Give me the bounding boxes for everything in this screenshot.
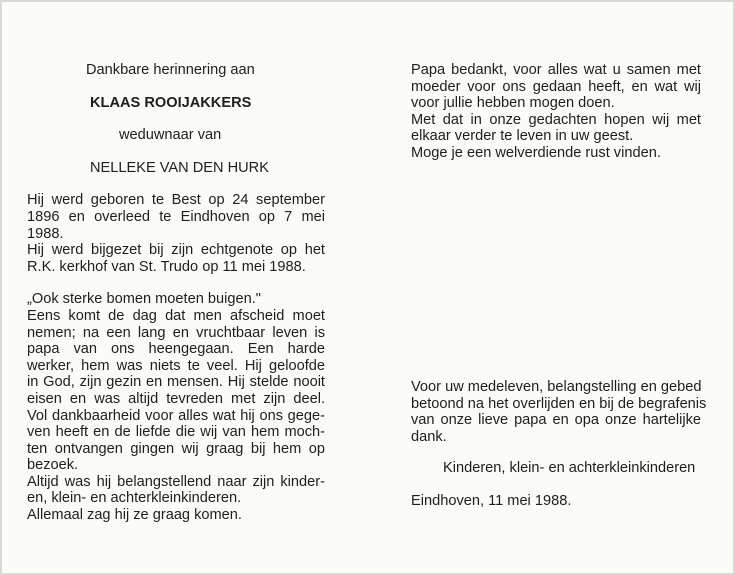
dedication-heading: Dankbare herinnering aan (86, 62, 255, 78)
text-line: 1896 en overleed te Eindhoven op 7 mei (27, 208, 325, 225)
family-signature: Kinderen, klein- en achterkleinkinderen (443, 460, 696, 476)
text-line: werker, hem was niets te veel. Hij geloofde (27, 357, 325, 374)
text-line: Moge je een welverdiende rust vinden. (411, 144, 661, 161)
text-line: Met dat in onze gedachten hopen wij met (411, 111, 701, 128)
text-line: papa van ons heengegaan. Een harde (27, 341, 325, 358)
text-line: Hij werd bijgezet bij zijn echtgenote op het (27, 242, 325, 259)
text-line: Vol dankbaarheid voor alles wat hij ons gege- (27, 407, 325, 424)
text-line: elkaar verder te leven in uw geest. (411, 128, 634, 145)
text-line: ten ontvangen gingen wij graag bij hem op (27, 440, 325, 457)
text-line: dank. (411, 428, 447, 445)
thanks-paragraph (411, 379, 707, 445)
text-line: Papa bedankt, voor alles wat u samen met (411, 62, 701, 78)
quote-line: „Ook sterke bomen moeten buigen." (27, 291, 261, 308)
text-line: en, klein- en achterkleinkinderen. (27, 490, 242, 507)
spouse-name: NELLEKE VAN DEN HURK (90, 159, 269, 176)
card-edge-left (0, 0, 2, 575)
text-line: Altijd was hij belangstellend naar zijn kinder- (27, 473, 325, 490)
text-line: van onze lieve papa en opa onze hartelijke (411, 412, 701, 429)
text-line: Allemaal zag hij ze graag komen. (27, 507, 242, 524)
text-line: Voor uw medeleven, belangstelling en gebed (411, 379, 702, 395)
text-line: Eens komt de dag dat men afscheid moet (27, 307, 325, 324)
text-line: betoond na het overlijden en bij de begrafenis (411, 395, 707, 412)
text-line: voor jullie hebben mogen doen. (411, 95, 615, 112)
relation-text: weduwnaar van (119, 127, 222, 144)
text-line: R.K. kerkhof van St. Trudo op 11 mei 1988. (27, 258, 306, 275)
text-line: bezoek. (27, 457, 79, 474)
card-edge-top (0, 0, 735, 2)
text-line: nemen; na een lang en vruchtbaar leven is (27, 324, 325, 341)
tribute-paragraph (27, 291, 325, 523)
text-line: in God, zijn gezin en mensen. Hij stelde nooit (27, 374, 325, 391)
place-and-date: Eindhoven, 11 mei 1988. (411, 493, 572, 509)
burial-paragraph (27, 242, 325, 275)
deceased-name: KLAAS ROOIJAKKERS (90, 94, 252, 111)
text-line: 1988. (27, 225, 64, 242)
right-page-farewell (411, 62, 701, 162)
text-line: Hij werd geboren te Best op 24 september (27, 192, 325, 209)
text-line: eisen en was altijd tevreden met zijn deel. (27, 390, 325, 407)
text-line: moeder voor ons gedaan heeft, en wat wij (411, 78, 701, 95)
farewell-paragraph (411, 62, 701, 162)
text-line: ven heeft en de liefde die wij van hem moch- (27, 424, 325, 441)
birth-death-paragraph (27, 192, 325, 242)
left-page (27, 62, 325, 524)
